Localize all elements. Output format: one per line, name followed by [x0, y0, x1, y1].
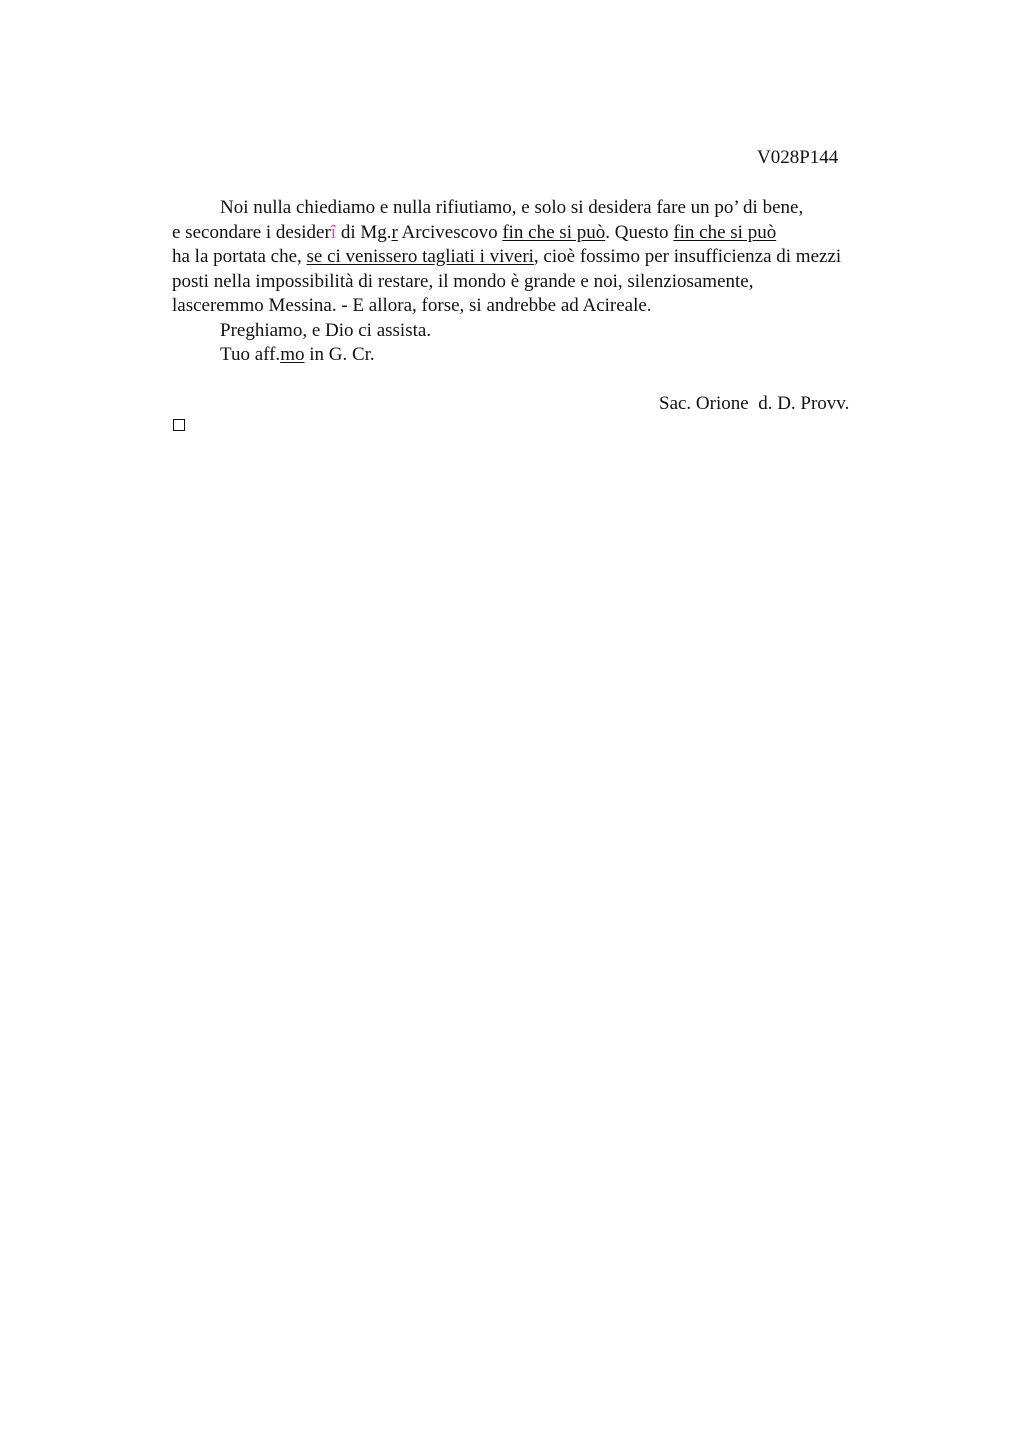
underlined-phrase: fin che si può — [673, 221, 777, 243]
text-run: e secondare i desider — [172, 221, 331, 243]
page-identifier: V028P144 — [757, 147, 839, 168]
letter-line-5: lasceremmo Messina. - E allora, forse, si andrebbe ad Acireale. — [172, 295, 652, 316]
letter-line-3 — [172, 245, 912, 270]
letter-line-7 — [172, 343, 912, 368]
underlined-abbreviation: mo — [280, 344, 305, 365]
text-run: Arcivescovo — [397, 221, 503, 243]
letter-line-4: posti nella impossibilità di restare, il mondo è grande e noi, silenziosamente, — [172, 270, 754, 292]
underlined-phrase: fin che si può — [502, 221, 606, 243]
signature: Sac. Orione d. D. Provv. — [659, 393, 850, 414]
text-run: . Questo — [605, 221, 674, 243]
underlined-phrase: se ci venissero tagliati i viveri — [306, 246, 534, 267]
letter-body — [172, 196, 912, 368]
letter-line-2 — [172, 221, 912, 246]
letter-line-6: Preghiamo, e Dio ci assista. — [220, 319, 432, 341]
empty-box-icon — [173, 419, 185, 431]
text-run: in G. Cr. — [304, 344, 375, 365]
text-run: ha la portata che, — [172, 246, 307, 267]
letter-line-1: Noi nulla chiediamo e nulla rifiutiamo, e solo si desidera fare un po’ di bene, — [220, 197, 804, 218]
underlined-abbreviation: r — [391, 221, 398, 243]
text-run: di Mg. — [336, 221, 392, 243]
text-run: , cioè fossimo per insufficienza di mezzi — [533, 246, 842, 267]
text-run: Tuo aff. — [220, 344, 281, 365]
accented-character: î — [330, 221, 337, 243]
